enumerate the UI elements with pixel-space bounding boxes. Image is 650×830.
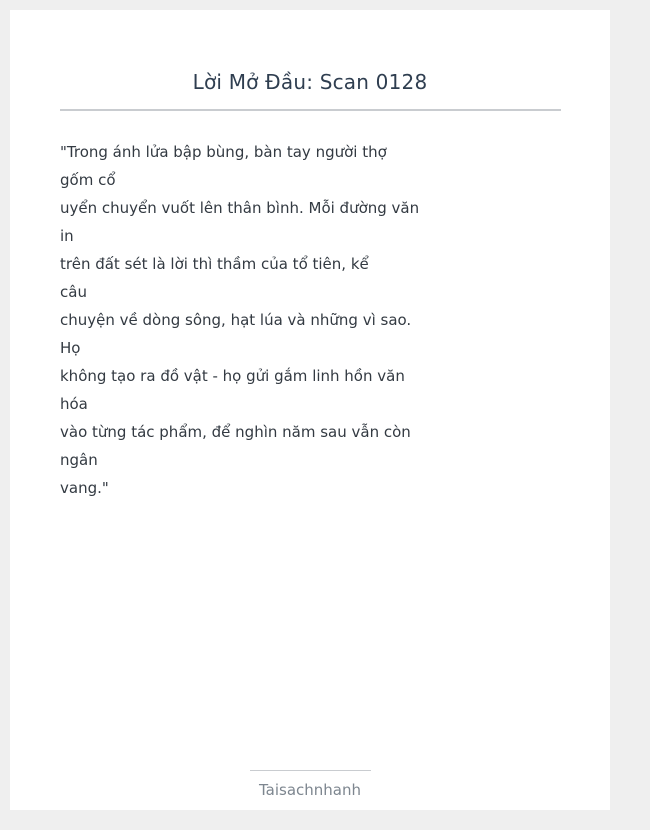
footer-divider <box>250 770 371 771</box>
body-line: uyển chuyển vuốt lên thân bình. Mỗi đường văn <box>60 199 420 217</box>
body-line: vào từng tác phẩm, để nghìn năm sau vẫn còn <box>60 423 411 441</box>
footer-source: Taisachnhanh <box>258 781 362 799</box>
body-line: ngân <box>60 451 98 469</box>
body-line: vang." <box>60 479 109 497</box>
body-paragraph <box>60 138 420 502</box>
body-line: trên đất sét là lời thì thầm của tổ tiên, kể <box>60 255 369 273</box>
body-line: không tạo ra đồ vật - họ gửi gắm linh hồn văn <box>60 367 405 385</box>
body-line: in <box>60 227 74 245</box>
body-line: Họ <box>60 339 81 357</box>
body-line: chuyện về dòng sông, hạt lúa và những vì sao. <box>60 311 412 329</box>
body-line: "Trong ánh lửa bập bùng, bàn tay người thợ <box>60 143 387 161</box>
page-title: Lời Mở Đầu: Scan 0128 <box>192 70 428 94</box>
document-page <box>10 10 610 810</box>
body-line: câu <box>60 283 87 301</box>
body-line: hóa <box>60 395 88 413</box>
title-divider <box>60 109 561 111</box>
body-line: gốm cổ <box>60 171 116 189</box>
